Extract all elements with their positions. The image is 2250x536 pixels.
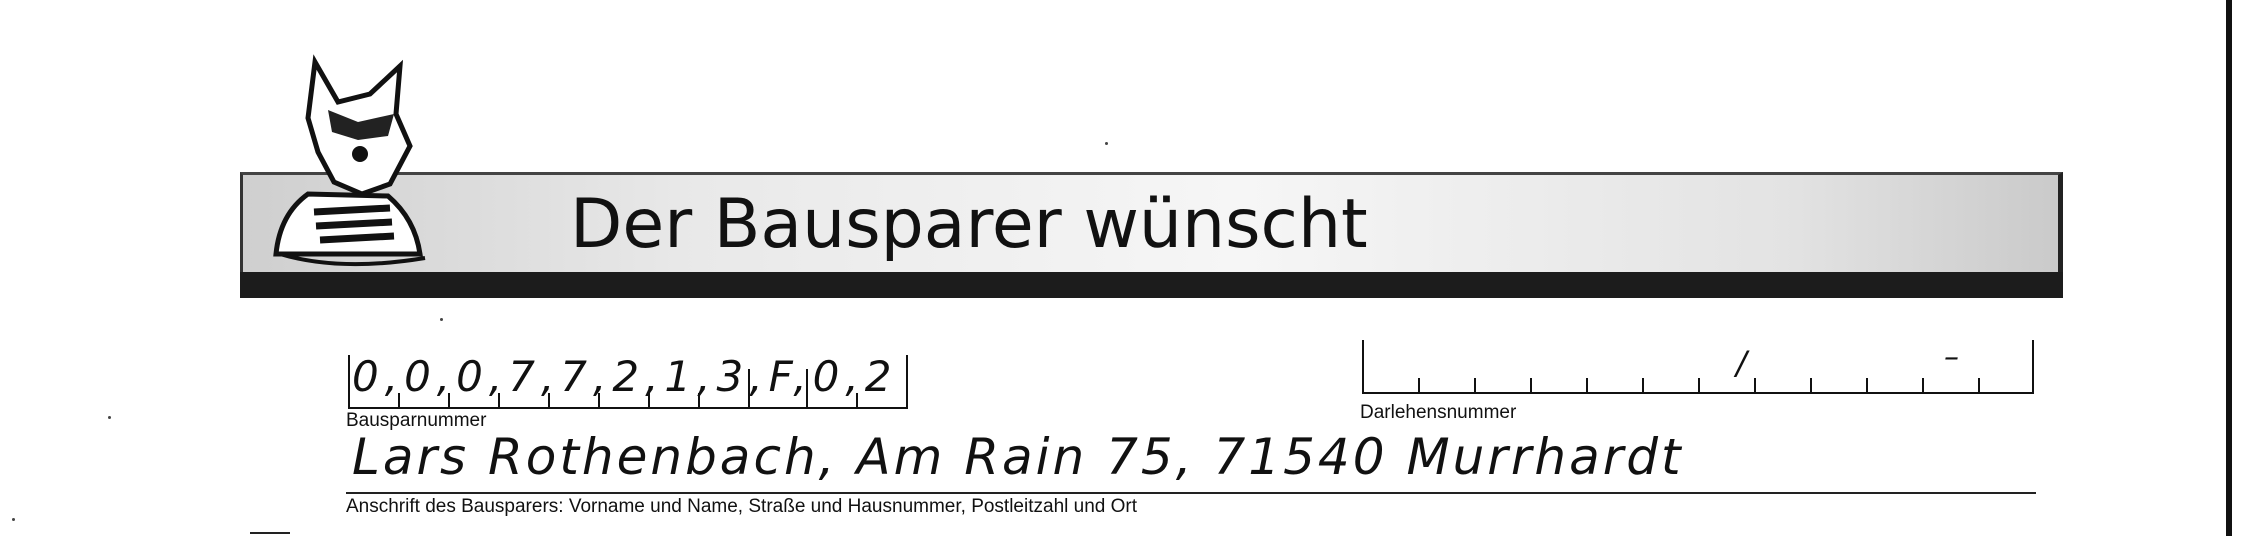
darlehensnummer-dash-mark: – [1944,340,1959,375]
scan-speck [12,518,15,521]
scan-speck [1105,142,1108,145]
anschrift-value: Lars Rothenbach, Am Rain 75, 71540 Murrhardt [352,428,1684,486]
next-line-fragment [250,532,290,534]
bausparnummer-value: 0,0,0,7,7,2,1,3,F,0,2 [352,352,898,401]
fox-mascot-icon [250,44,440,274]
header-banner-shadow [240,272,2063,298]
bausparnummer-label: Bausparnummer [346,410,487,431]
anschrift-underline[interactable] [346,492,2036,494]
anschrift-label: Anschrift des Bausparers: Vorname und Name, Straße und Hausnummer, Postleitzahl und Ort [346,496,1137,517]
darlehensnummer-slash-mark: / [1736,344,1747,382]
page-border-rule [2226,0,2232,536]
darlehensnummer-label: Darlehensnummer [1360,402,1517,423]
scan-speck [108,416,111,419]
scan-speck [440,318,443,321]
darlehensnummer-comb-field[interactable] [1362,340,2034,394]
banner-title: Der Bausparer wünscht [570,185,1368,264]
